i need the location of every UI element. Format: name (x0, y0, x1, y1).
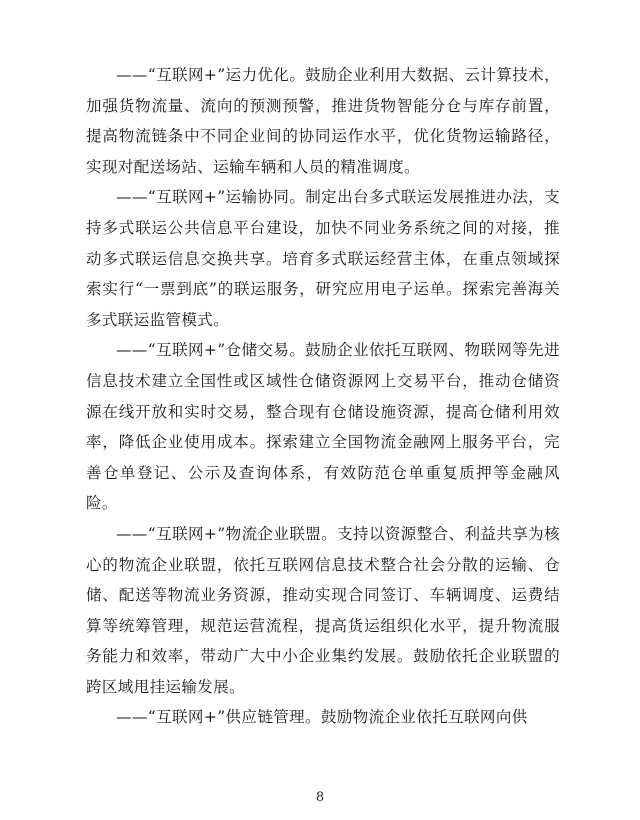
paragraph-transport-coordination: ——“互联网+”运输协同。制定出台多式联运发展推进办法，支持多式联运公共信息平台建设，加快不同业务系统之间的对接，推动多式联运信息交换共享。培育多式联运经营主体，在重点领域探索实行“一票到底”的联运服务，研究应用电子运单。探索完善海关多式联运监管模式。 (86, 188, 560, 329)
paragraph-warehouse-trading: ——“互联网+”仓储交易。鼓励企业依托互联网、物联网等先进信息技术建立全国性或区域性仓储资源网上交易平台，推动仓储资源在线开放和实时交易，整合现有仓储设施资源，提高仓储利用效率，降低企业使用成本。探索建立全国物流金融网上服务平台，完善仓单登记、公示及查询体系，有效防范仓单重复质押等金融风险。 (86, 341, 560, 513)
body-text (86, 60, 560, 733)
paragraph-logistics-alliance: ——“互联网+”物流企业联盟。支持以资源整合、利益共享为核心的物流企业联盟，依托互联网信息技术整合社会分散的运输、仓储、配送等物流业务资源，推动实现合同签订、车辆调度、运费结算等统筹管理，规范运营流程，提高货运组织化水平，提升物流服务能力和效率，带动广大中小企业集约发展。鼓励依托企业联盟的跨区域甩挂运输发展。 (86, 524, 560, 696)
paragraph-capacity-optimization: ——“互联网+”运力优化。鼓励企业利用大数据、云计算技术，加强货物流量、流向的预测预警，推进货物智能分仓与库存前置，提高物流链条中不同企业间的协同运作水平，优化货物运输路径，实现对配送场站、运输车辆和人员的精准调度。 (86, 66, 560, 176)
page-number: 8 (315, 790, 325, 805)
paragraph-supply-chain: ——“互联网+”供应链管理。鼓励物流企业依托互联网向供 (116, 708, 528, 727)
